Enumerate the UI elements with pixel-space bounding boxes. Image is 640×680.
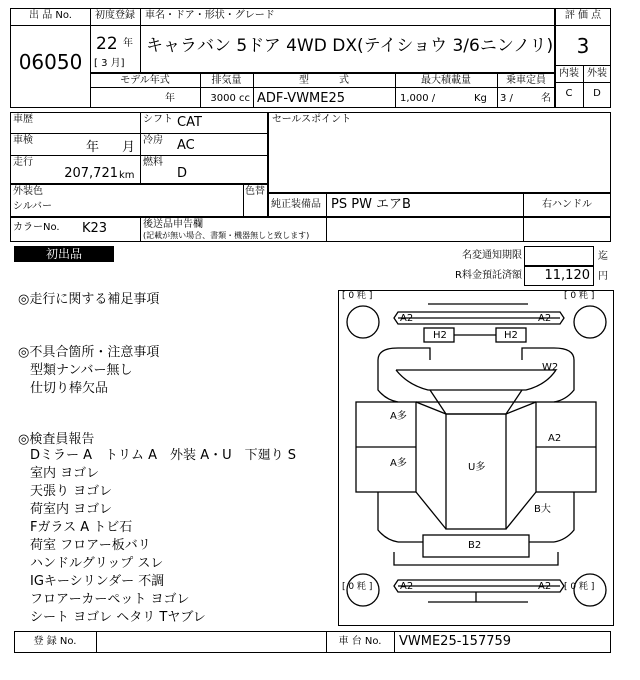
inspector-line: IGキーシリンダー 不調: [30, 574, 165, 589]
inspector-line: 荷室 フロアー板バリ: [30, 538, 151, 553]
chassis-number: VWME25-157759: [399, 634, 512, 649]
capacity-label: 乗車定員: [506, 75, 546, 86]
fuel-label: 燃料: [143, 157, 163, 168]
damage-mark: A多: [390, 411, 407, 422]
model-year-label: モデル年式: [120, 75, 170, 86]
exterior-grade: D: [593, 88, 601, 99]
type-label: 型 式: [299, 75, 349, 86]
score: 3: [576, 34, 590, 58]
tire-front-left: [347, 306, 379, 338]
first-registration-month: [ 3 月]: [94, 58, 125, 69]
tire-depth-front-right: [ 0 粍 ]: [564, 291, 595, 301]
first-registration-year: 22: [96, 34, 118, 54]
year-unit: 年: [123, 38, 133, 49]
mileage: 207,721: [64, 166, 118, 181]
inspector-line: フロアーカーペット ヨゴレ: [30, 592, 190, 607]
damage-mark: A2: [548, 433, 562, 444]
capacity: 3 /: [500, 93, 513, 104]
car-name: キャラバン 5ドア 4WD DX(テイショウ 3/6ニンノリ): [146, 36, 554, 56]
inspection-label: 車検: [13, 135, 33, 146]
damage-mark: H2: [433, 330, 447, 341]
cooler-label: 冷房: [143, 135, 163, 146]
mileage-unit: km: [119, 170, 135, 181]
cooler: AC: [177, 138, 195, 153]
lot-number-label: 出 品 No.: [29, 10, 72, 21]
inspector-line: 荷室内 ヨゴレ: [30, 502, 113, 517]
chassis-number-label: 車 台 No.: [338, 636, 382, 647]
inspector-line: Fガラス A トビ石: [30, 520, 133, 535]
vehicle-diagram-svg: [338, 290, 614, 626]
damage-mark: A多: [390, 458, 407, 469]
defects-title: ◎不具合箇所・注意事項: [18, 345, 160, 360]
model-year-unit: 年: [165, 93, 175, 104]
score-label: 評 価 点: [564, 10, 602, 21]
tire-depth-rear-left: [ 0 粍 ]: [342, 582, 373, 592]
recycle-label: R料金預託済額: [455, 270, 522, 281]
damage-mark: A2: [400, 313, 414, 324]
lot-number: 06050: [18, 50, 83, 74]
name-change-unit: 迄: [598, 251, 608, 262]
inspector-line: 室内 ヨゴレ: [30, 466, 100, 481]
max-load: 1,000 /: [400, 93, 436, 104]
aftermarket-label: 後送品申告欄: [143, 219, 203, 230]
max-load-label: 最大積載量: [421, 75, 471, 86]
damage-mark: A2: [538, 581, 552, 592]
shift-label: シフト: [143, 114, 173, 125]
name-change-label: 名変通知期限: [462, 250, 522, 261]
defect-item: 仕切り棒欠品: [30, 381, 109, 396]
exterior-label: 外装: [587, 68, 607, 79]
equipment: PS PW エアB: [331, 197, 411, 212]
first-listing-badge: 初出品: [14, 246, 114, 262]
car-name-label: 車名・ドア・形状・グレード: [145, 10, 275, 21]
damage-mark: A2: [400, 581, 414, 592]
max-load-unit: Kg: [474, 93, 487, 104]
defect-item: 型類ナンバー無し: [30, 363, 133, 378]
history-label: 車歴: [13, 114, 33, 125]
damage-mark: W2: [542, 362, 559, 373]
capacity-unit: 名: [541, 93, 551, 104]
exterior-color: シルバー: [13, 201, 53, 212]
damage-mark: H2: [504, 330, 518, 341]
damage-mark: A2: [538, 313, 552, 324]
driving-notes-title: ◎走行に関する補足事項: [18, 292, 160, 307]
color-change-label: 色替: [245, 186, 265, 197]
inspector-line: ハンドルグリップ スレ: [30, 556, 164, 571]
interior-grade: C: [565, 88, 573, 99]
exterior-color-label: 外装色: [13, 186, 43, 197]
vehicle-damage-diagram: [338, 290, 614, 626]
recycle-amount: 11,120: [544, 268, 590, 283]
color-number-label: カラーNo.: [13, 222, 60, 233]
displacement: 3000 cc: [210, 93, 250, 104]
shift: CAT: [177, 115, 202, 130]
damage-mark: B大: [534, 504, 551, 515]
damage-mark: U多: [468, 462, 486, 473]
color-number: K23: [82, 221, 108, 236]
equipment-label: 純正装備品: [271, 199, 321, 210]
inspection-month-unit: 月: [122, 140, 136, 155]
registration-number-label: 登 録 No.: [33, 636, 77, 647]
aftermarket-note: (記載が無い場合、書類・機器無しと致します): [143, 231, 310, 240]
recycle-unit: 円: [598, 271, 608, 282]
sales-point-label: セールスポイント: [272, 114, 352, 125]
inspector-line: Dミラー A トリム A 外装 A・U 下廻り S: [30, 448, 296, 463]
footer-box: [14, 631, 611, 653]
fuel: D: [177, 166, 188, 181]
inspector-report-title: ◎検査員報告: [18, 432, 95, 447]
tire-depth-front-left: [ 0 粍 ]: [342, 291, 373, 301]
damage-mark: B2: [468, 540, 482, 551]
inspector-line: 天張り ヨゴレ: [30, 484, 113, 499]
name-change-box: [524, 246, 594, 266]
mileage-label: 走行: [13, 157, 33, 168]
tire-front-right: [574, 306, 606, 338]
interior-label: 内装: [559, 68, 579, 79]
steering: 右ハンドル: [542, 199, 592, 210]
tire-depth-rear-right: [ 0 粍 ]: [564, 582, 595, 592]
inspection-year-unit: 年: [86, 140, 100, 155]
inspector-line: シート ヨゴレ ヘタリ Tヤブレ: [30, 610, 206, 625]
first-registration-label: 初度登録: [95, 10, 135, 21]
vehicle-type: ADF-VWME25: [257, 91, 346, 106]
displacement-label: 排気量: [211, 75, 242, 86]
